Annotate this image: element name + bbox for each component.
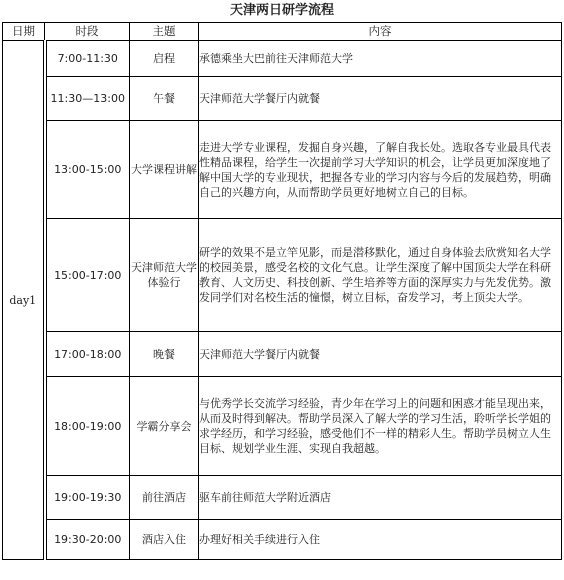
row-content: 办理好相关手续进行入住 — [199, 520, 562, 560]
row-slot: 18:00-19:00 — [45, 377, 130, 476]
row-content: 研学的效果不是立竿见影，而是潜移默化，通过自身体验去欣赏知名大学的校园美景，感受名校的文化气息。让学生深度了解中国顶尖大学在科研教育、人文历史、科技创新、学生培养等方面的深厚实力与先发优势。激发同学们对名校生活的憧憬，树立目标，奋发学习，考上顶尖大学。 — [199, 219, 562, 332]
header-slot: 时段 — [45, 23, 130, 41]
row-topic: 午餐 — [130, 77, 199, 121]
row-topic: 晚餐 — [130, 332, 199, 377]
table-row — [3, 219, 562, 332]
header-date: 日期 — [3, 23, 45, 41]
row-content: 承德乘坐大巴前往天津师范大学 — [199, 41, 562, 77]
row-content: 天津师范大学餐厅内就餐 — [199, 332, 562, 377]
row-content: 天津师范大学餐厅内就餐 — [199, 77, 562, 121]
header-topic: 主题 — [130, 23, 199, 41]
row-slot: 15:00-17:00 — [45, 219, 130, 332]
header-content: 内容 — [199, 23, 562, 41]
row-slot: 19:00-19:30 — [45, 476, 130, 520]
table-row — [3, 377, 562, 476]
row-slot: 19:30-20:00 — [45, 520, 130, 560]
row-topic: 天津师范大学体验行 — [130, 219, 199, 332]
table-row — [3, 476, 562, 520]
row-topic: 启程 — [130, 41, 199, 77]
row-topic: 前往酒店 — [130, 476, 199, 520]
table-header-row — [3, 23, 562, 41]
row-content: 走进大学专业课程，发掘自身兴趣，了解自我长处。选取各专业最具代表性精品课程，给学生一次提前学习大学知识的机会，让学员更加深度地了解中国大学的专业现状，把握各专业的学习内容与今后的发展趋势，明确自己的兴趣方向，从而帮助学员更好地树立自己的目标。 — [199, 121, 562, 219]
schedule-table — [2, 22, 562, 560]
table-row — [3, 520, 562, 560]
document-title: 天津两日研学流程 — [229, 3, 334, 18]
table-row — [3, 332, 562, 377]
row-slot: 13:00-15:00 — [45, 121, 130, 219]
table-row — [3, 77, 562, 121]
row-topic: 酒店入住 — [130, 520, 199, 560]
row-slot: 7:00-11:30 — [45, 41, 130, 77]
table-row — [3, 41, 562, 77]
row-topic: 大学课程讲解 — [130, 121, 199, 219]
row-slot: 17:00-18:00 — [45, 332, 130, 377]
day-label: day1 — [3, 41, 45, 560]
row-content: 与优秀学长交流学习经验，青少年在学习上的问题和困惑才能呈现出来，从而及时得到解决。帮助学员深入了解大学的学习生活，聆听学长学姐的求学经历，和学习经验，感受他们不一样的精彩人生。帮助学员树立人生目标、规划学业生涯、实现自我超越。 — [199, 377, 562, 476]
row-slot: 11:30—13:00 — [45, 77, 130, 121]
row-topic: 学霸分享会 — [130, 377, 199, 476]
row-content: 驱车前往师范大学附近酒店 — [199, 476, 562, 520]
table-row — [3, 121, 562, 219]
